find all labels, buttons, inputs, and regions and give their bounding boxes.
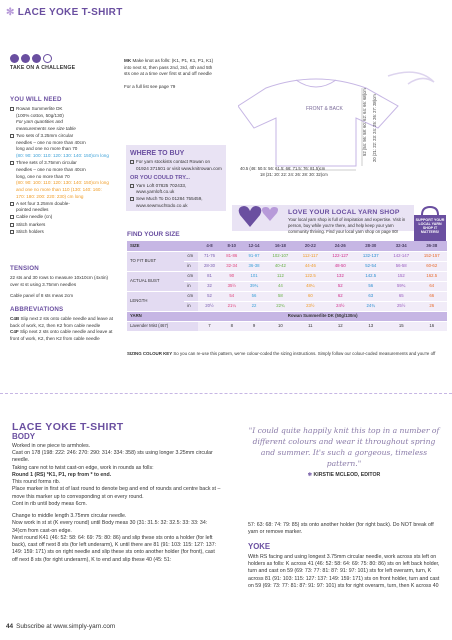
value-cell: 162.5	[416, 271, 447, 281]
pattern-para: This round forms rib.	[12, 479, 61, 486]
need-item-text: needles – one no more than 40cm	[16, 166, 86, 172]
shade-row	[127, 321, 447, 331]
need-item-text: (100% cotton, 50g/130)	[16, 112, 64, 118]
or-try-heading: OR YOU COULD TRY...	[130, 175, 190, 182]
length-measure: 52 (54: 56: 58: 60: 62: 64: 66: 68)cm	[362, 88, 367, 156]
checkbox-icon	[130, 160, 134, 164]
size-cell: 16-18	[265, 241, 295, 251]
challenge-rating	[10, 54, 100, 72]
value-cell: 22	[243, 301, 265, 311]
challenge-label: TAKE ON A CHALLENGE	[10, 65, 76, 71]
abbreviation-item	[10, 329, 115, 342]
value-cell: 62	[325, 291, 355, 301]
value-cell: 56	[356, 281, 386, 291]
value-cell: 23½	[296, 301, 325, 311]
row-label: TO FIT BUST	[127, 251, 184, 271]
difficulty-dot-filled	[21, 54, 30, 63]
value-cell: 56-58	[386, 261, 416, 271]
value-cell: 112	[265, 271, 295, 281]
pattern-para: Worked in one piece to armholes.	[12, 443, 91, 449]
value-cell: 60	[296, 291, 325, 301]
value-cell: 81	[198, 271, 220, 281]
value-cell: 15	[386, 321, 416, 331]
key-title: SIZING COLOUR KEY	[127, 351, 173, 356]
value-cell: 16	[416, 321, 447, 331]
value-cell: 52	[325, 281, 355, 291]
abbreviation-key: C4B	[10, 315, 20, 321]
value-cell: 21¼	[221, 301, 243, 311]
value-cell: 32-34	[221, 261, 243, 271]
tension-section	[10, 265, 115, 343]
abbreviation-item	[10, 316, 115, 329]
table-row	[127, 271, 447, 281]
value-cell: 20½	[198, 301, 220, 311]
need-item-text: A set four 3.25mm double-	[16, 200, 70, 206]
value-cell: 60-62	[416, 261, 447, 271]
abbreviation-item	[124, 58, 216, 78]
you-will-need-section	[10, 96, 110, 236]
value-cell: 52-54	[356, 261, 386, 271]
value-cell: 112-117	[296, 251, 325, 261]
value-cell: 122-127	[325, 251, 355, 261]
page-footer	[6, 623, 115, 632]
abbreviations-heading: ABBREVIATIONS	[10, 305, 64, 313]
body-heading: BODY	[12, 432, 36, 441]
checkbox-icon	[130, 197, 134, 201]
checkbox-icon	[10, 230, 14, 234]
unit-cell: cm	[184, 251, 198, 261]
sizing-colour-key	[127, 351, 447, 357]
schematic-label: FRONT & BACK	[306, 106, 343, 112]
need-item-text: pointed needles	[16, 207, 49, 213]
size-label: SIZE	[127, 241, 198, 251]
row-label: ACTUAL BUST	[127, 271, 184, 291]
garment-schematic	[238, 66, 444, 176]
size-table	[127, 241, 447, 332]
need-item	[10, 201, 110, 214]
asterisk-icon: ✻	[307, 472, 313, 478]
pattern-title: LACE YOKE T-SHIRT	[12, 421, 124, 433]
need-item-note: measurements see size table	[16, 125, 76, 131]
abbreviation-key: MK	[124, 58, 132, 63]
need-item-text: Stitch markers	[16, 221, 46, 227]
where-to-buy-heading: WHERE TO BUY	[130, 150, 185, 157]
size-cell: 12-14	[243, 241, 265, 251]
need-item-note: For yarn quantities and	[16, 119, 63, 125]
need-item-text: needles – one no more than 40cm	[16, 139, 86, 145]
where-text: Yarn Loft 07825 702433, www.yarnloft.co.uk	[136, 182, 187, 195]
checkbox-icon	[10, 202, 14, 206]
shop-heading: LOVE YOUR LOCAL YARN SHOP	[288, 209, 400, 216]
unit-cell: in	[184, 301, 198, 311]
tension-text: 22 sts and 30 rows to measure 10x10cm (4x4in) over st st using 3.75mm needles	[10, 274, 109, 287]
abbreviation-value: Slip next 2 sts onto cable needle and leave at back of work, K2, then K2 from cable needle	[10, 315, 113, 328]
bag-slogan: SUPPORT YOUR LOCAL YARN SHOP IT MATTERS!	[415, 218, 445, 235]
tshirt-diagram	[238, 66, 444, 176]
unit-cell: in	[184, 261, 198, 271]
size-cell: 8-10	[221, 241, 243, 251]
unit-cell: in	[184, 281, 198, 291]
value-cell: 102-107	[265, 251, 295, 261]
need-item-sizes: (80: 90: 100: 110: 120: 130: 140: 150)cm long	[16, 153, 109, 159]
pattern-para: Taking care not to twist cast-on edge, work in rounds as folls:	[12, 464, 154, 471]
value-cell: 25½	[386, 301, 416, 311]
yarn-row	[127, 311, 447, 321]
value-cell: 132	[325, 271, 355, 281]
value-cell: 22¾	[265, 301, 295, 311]
yarn-label: YARN	[127, 311, 198, 321]
abbreviation-value: Make knot as folls: (K1, P1, K1, P1, K1) into next st, then pass 2nd, 3rd, 4th and 5th sts one at a time over first st and off needle	[124, 58, 214, 77]
value-cell: 142-147	[386, 251, 416, 261]
value-cell: 63	[356, 291, 386, 301]
unit-cell: cm	[184, 271, 198, 281]
value-cell: 66	[416, 291, 447, 301]
where-text: Sew Much To Do 01284 755459, www.sewmuchtodo.co.uk	[136, 196, 203, 209]
pattern-para: Round 1 (RS) *K1, P1, rep from * to end.	[12, 471, 112, 478]
value-cell: 90	[221, 271, 243, 281]
need-item-text: long, one no more than 70	[16, 173, 70, 179]
pattern-continued: 57: 63: 68: 74: 79: 85) sts onto another holder (for right back). Do NOT break off yarn or remove marker.	[248, 522, 434, 536]
quote-attribution	[246, 472, 442, 479]
key-text: So you can re-use this pattern, we've colour-coded the sizing instructions. Simply follow our colour-coded measurements and you're off	[173, 351, 436, 356]
need-item-text: Cable needle (cn)	[16, 214, 53, 220]
checkbox-icon	[10, 107, 14, 111]
value-cell: 65	[386, 291, 416, 301]
checkbox-icon	[10, 223, 14, 227]
size-cell: 32-34	[386, 241, 416, 251]
value-cell: 36-38	[243, 261, 265, 271]
need-item	[10, 133, 110, 160]
value-cell: 13	[356, 321, 386, 331]
need-item	[10, 229, 110, 236]
need-item-text: Two sets of 3.25mm circular	[16, 133, 74, 139]
need-item	[10, 106, 110, 133]
value-cell: 142.5	[356, 271, 386, 281]
value-cell: 152-157	[416, 251, 447, 261]
value-cell: 8	[221, 321, 243, 331]
size-cell: 36-38	[416, 241, 447, 251]
asterisk-icon: ✻	[6, 7, 15, 18]
page-title: LACE YOKE T-SHIRT	[17, 7, 123, 18]
value-cell: 24½	[325, 301, 355, 311]
difficulty-dot-filled	[32, 54, 41, 63]
pattern-para: Now work in st st (K every round) until Body meas 30 (31: 31.5: 32: 32.5: 33: 33: 34: 34)cm from cast-on edge.	[12, 520, 208, 534]
value-cell: 81-86	[221, 251, 243, 261]
need-item-text: long and one no more than 70	[16, 146, 78, 152]
you-will-need-heading: YOU WILL NEED	[10, 96, 62, 103]
row-label: LENGTH	[127, 291, 184, 311]
find-size-heading: FIND YOUR SIZE	[127, 231, 180, 238]
editor-quote	[246, 425, 442, 479]
hem-measure: 18 (21: 20: 22: 24: 26: 28: 30: 32)cm	[260, 172, 328, 177]
value-cell: 39¾	[243, 281, 265, 291]
table-row	[127, 291, 447, 301]
where-to-buy-box	[126, 145, 226, 211]
value-cell: 10	[265, 321, 295, 331]
quote-author: KIRSTIE MCLEOD, EDITOR	[313, 472, 381, 478]
pattern-para: Cont in rib until body meas 6cm.	[12, 500, 87, 507]
need-item	[10, 160, 110, 200]
checkbox-icon	[10, 215, 14, 219]
page-number: 44	[6, 623, 14, 630]
value-cell: 44-46	[296, 261, 325, 271]
pattern-para: Cast on 178 (198: 222: 246: 270: 290: 314: 334: 358) sts using longer 3.25mm circular needle.	[12, 450, 213, 464]
value-cell: 48¼	[296, 281, 325, 291]
difficulty-dot-filled	[10, 54, 19, 63]
abbreviations-continued	[124, 58, 216, 91]
value-cell: 64	[416, 281, 447, 291]
value-cell: 24¾	[356, 301, 386, 311]
where-item	[130, 196, 222, 209]
yoke-heading: YOKE	[248, 542, 271, 551]
value-cell: 101	[243, 271, 265, 281]
value-cell: 48-50	[325, 261, 355, 271]
size-cell: 4-8	[198, 241, 220, 251]
abbreviation-key: C4F	[10, 329, 19, 335]
need-item-text: Three sets of 3.75mm circular	[16, 160, 77, 166]
need-item-text: Rowan Summerlite DK	[16, 105, 63, 111]
value-cell: 40-42	[265, 261, 295, 271]
cable-panel-text: Cable panel of 8 sts meas 2cm	[10, 293, 74, 299]
chest-measure: 40.5 (46: 50.5: 56: 61.5: 66: 71.5: 76: 81.5)cm	[240, 166, 326, 171]
value-cell: 28-30	[198, 261, 220, 271]
unit-cell: cm	[184, 291, 198, 301]
shop-text: Your local yarn shop is full of inspiration and expertise. Visit in person, buy while you're there, and help keep your yarn community thriving. Find your local yarn shop on page 80!	[288, 217, 406, 235]
value-cell: 9	[243, 321, 265, 331]
value-cell: 52	[198, 291, 220, 301]
value-cell: 35½	[221, 281, 243, 291]
value-cell: 59¾	[386, 281, 416, 291]
value-cell: 152	[386, 271, 416, 281]
yarn-name: Rowan Summerlite DK (50g/130m)	[198, 311, 447, 321]
checkbox-icon	[10, 134, 14, 138]
value-cell: 54	[221, 291, 243, 301]
pattern-para: Change to middle length 3.75mm circular needle.	[12, 513, 127, 520]
value-cell: 122.5	[296, 271, 325, 281]
tension-heading: TENSION	[10, 265, 39, 272]
need-item	[10, 214, 110, 221]
value-cell: 12	[325, 321, 355, 331]
pattern-para: Place marker in first st of last round to denote beg and end of rounds and centre back st – move this marker up to corresponding st on every round.	[12, 486, 221, 500]
section-divider	[0, 393, 452, 394]
checkbox-icon	[130, 184, 134, 188]
value-cell: 7	[198, 321, 220, 331]
size-cell: 24-26	[325, 241, 355, 251]
where-text: For yarn stockists contact Rowan on 01924 371501 or visit www.knitrowan.com	[136, 159, 222, 171]
value-cell: 26	[416, 301, 447, 311]
value-cell: 132-137	[356, 251, 386, 261]
value-cell: 56	[243, 291, 265, 301]
value-cell: 11	[296, 321, 325, 331]
yoke-measure: 20 (21: 22: 23: 24: 25: 26: 27: 28)cm	[372, 94, 377, 162]
page-header	[6, 6, 123, 20]
value-cell: 44	[265, 281, 295, 291]
hearts-icon	[236, 201, 284, 231]
value-cell: 91-97	[243, 251, 265, 261]
where-item	[130, 183, 222, 196]
value-cell: 71-76	[198, 251, 220, 261]
pattern-para: Next round K41 (46: 52: 58: 64: 69: 75: 80: 86) and slip these sts onto a holder (for left back), cast off next 8 sts (for left underarm), K until there are 81 (91: 103: 115: 127: 137: 149: 159: 171) sts on right needle and slip these sts onto another holder (for front), cast off next 8 sts (for right underarm), K to end and slip these 40 (45: 51:	[12, 534, 217, 563]
need-item-text: Stitch holders	[16, 228, 44, 234]
pattern-body	[12, 443, 222, 564]
full-list-note: For a full list see page 79	[124, 83, 176, 89]
footer-text: Subscribe at www.simply-yarn.com	[16, 623, 116, 630]
value-cell: 58	[265, 291, 295, 301]
size-cell: 28-30	[356, 241, 386, 251]
need-item-sizes: (80: 90: 100: 110: 120: 130: 140: 150)cm long and one no more than 110 (130: 140: 160: 170: 180: 200: 220: 230) cm long	[16, 180, 109, 199]
shade-label: Lavender Mist (467)	[127, 321, 198, 331]
difficulty-dots	[10, 54, 100, 63]
checkbox-icon	[10, 161, 14, 165]
size-cell: 20-22	[296, 241, 325, 251]
quote-text: "I could quite happily knit this top in a number of different colours and wear it throughout spring and summer. It's such a gorgeous, timeless pattern."	[248, 426, 440, 468]
abbreviation-value: Slip next 2 sts onto cable needle and leave at front of work, K2, then K2 from cable needle	[10, 329, 113, 341]
value-cell: 32	[198, 281, 220, 291]
where-item	[130, 159, 222, 172]
difficulty-dot-empty	[43, 54, 52, 63]
yoke-body: With RS facing and using longest 3.75mm circular needle, work across sts left on holders as folls: K across 41 (46: 52: 58: 64: 69: 75: 80: 86) sts on left back holder, turn and cast on 59 (69: 73: 77: 81: 87: 91: 97: 101) sts for left overarm, turn, K across 81 (91: 103: 115: 127: 137: 149: 159: 171) sts on front holder, turn and cast on 59 (69: 73: 77: 81: 87: 91: 97: 101) sts for right overarm, turn, then K across 40	[248, 554, 440, 589]
size-header-row	[127, 241, 447, 251]
table-row	[127, 251, 447, 261]
need-item	[10, 222, 110, 229]
